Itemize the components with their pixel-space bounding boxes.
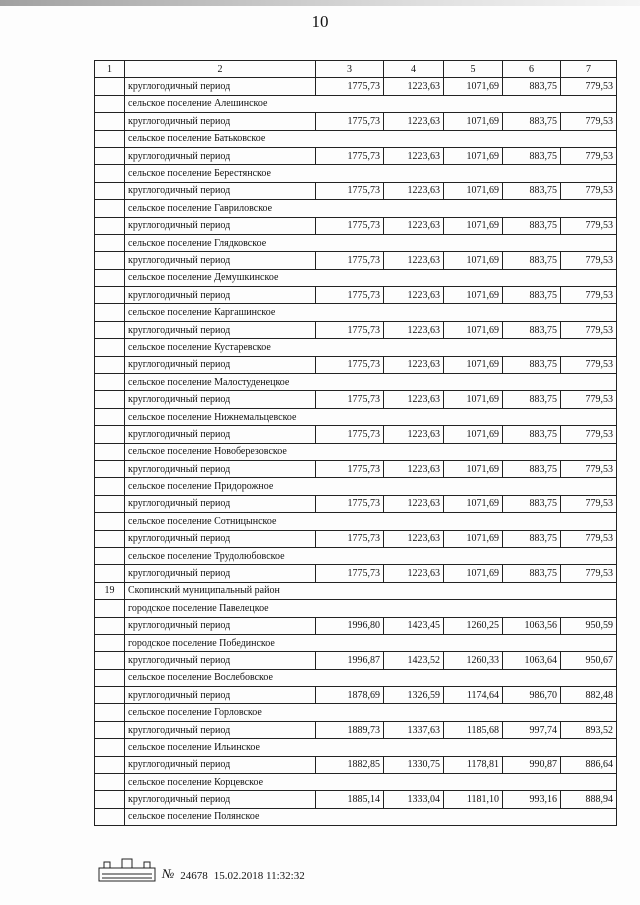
- row-index-cell: [95, 234, 125, 251]
- tariff-value-cell: 1223,63: [384, 182, 444, 199]
- row-index-cell: [95, 339, 125, 356]
- table-row-heading: [95, 669, 617, 686]
- column-header: 7: [561, 61, 617, 78]
- document-stamp-logo-icon: [98, 858, 156, 882]
- tariff-value-cell: 1260,25: [444, 617, 503, 634]
- table-row-heading: [95, 443, 617, 460]
- settlement-name-cell: сельское поселение Ильинское: [125, 739, 617, 756]
- period-name-cell: круглогодичный период: [125, 756, 316, 773]
- row-index-cell: [95, 791, 125, 808]
- tariff-value-cell: 883,75: [503, 217, 561, 234]
- tariff-value-cell: 993,16: [503, 791, 561, 808]
- tariff-value-cell: 779,53: [561, 78, 617, 95]
- tariff-value-cell: 1326,59: [384, 687, 444, 704]
- row-index-cell: [95, 374, 125, 391]
- table-row-heading: [95, 408, 617, 425]
- settlement-name-cell: сельское поселение Батьковское: [125, 130, 617, 147]
- row-index-cell: [95, 687, 125, 704]
- tariff-value-cell: 1071,69: [444, 287, 503, 304]
- table-row-heading: [95, 200, 617, 217]
- document-datetime: 15.02.2018 11:32:32: [213, 870, 305, 882]
- tariff-value-cell: 779,53: [561, 321, 617, 338]
- tariff-value-cell: 883,75: [503, 321, 561, 338]
- tariff-value-cell: 1223,63: [384, 565, 444, 582]
- tariff-value-cell: 1423,52: [384, 652, 444, 669]
- table-row: [95, 356, 617, 373]
- table-row-heading: [95, 739, 617, 756]
- tariff-value-cell: 1063,56: [503, 617, 561, 634]
- tariff-value-cell: 1223,63: [384, 356, 444, 373]
- tariff-value-cell: 1775,73: [316, 426, 384, 443]
- table-row-heading: [95, 269, 617, 286]
- table-row-heading: [95, 234, 617, 251]
- table-row: [95, 721, 617, 738]
- column-header: 2: [125, 61, 316, 78]
- page-number: 10: [311, 12, 329, 31]
- table-row: [95, 252, 617, 269]
- table-header-row: [95, 61, 617, 78]
- row-index-cell: [95, 217, 125, 234]
- tariff-value-cell: 779,53: [561, 182, 617, 199]
- tariff-value-cell: 1223,63: [384, 217, 444, 234]
- tariff-value-cell: 1885,14: [316, 791, 384, 808]
- settlement-name-cell: сельское поселение Нижнемальцевское: [125, 408, 617, 425]
- row-index-cell: [95, 565, 125, 582]
- settlement-name-cell: сельское поселение Берестянское: [125, 165, 617, 182]
- tariff-value-cell: 883,75: [503, 147, 561, 164]
- tariff-value-cell: 1071,69: [444, 426, 503, 443]
- period-name-cell: круглогодичный период: [125, 426, 316, 443]
- tariff-value-cell: 779,53: [561, 565, 617, 582]
- tariff-value-cell: 883,75: [503, 356, 561, 373]
- settlement-name-cell: сельское поселение Кустаревское: [125, 339, 617, 356]
- document-id: 24678: [180, 870, 208, 882]
- settlement-name-cell: сельское поселение Трудолюбовское: [125, 547, 617, 564]
- tariff-value-cell: 1181,10: [444, 791, 503, 808]
- tariff-value-cell: 990,87: [503, 756, 561, 773]
- period-name-cell: круглогодичный период: [125, 721, 316, 738]
- tariff-value-cell: 1775,73: [316, 530, 384, 547]
- tariff-value-cell: 1337,63: [384, 721, 444, 738]
- row-index-cell: [95, 634, 125, 651]
- table-row: [95, 287, 617, 304]
- tariff-value-cell: 1185,68: [444, 721, 503, 738]
- row-index-cell: [95, 652, 125, 669]
- tariff-value-cell: 779,53: [561, 113, 617, 130]
- tariff-value-cell: 888,94: [561, 791, 617, 808]
- row-index-cell: [95, 426, 125, 443]
- tariff-value-cell: 1063,64: [503, 652, 561, 669]
- settlement-name-cell: сельское поселение Придорожное: [125, 478, 617, 495]
- tariff-value-cell: 1071,69: [444, 78, 503, 95]
- row-index-cell: [95, 252, 125, 269]
- row-index-cell: [95, 269, 125, 286]
- tariff-value-cell: 1996,80: [316, 617, 384, 634]
- tariff-value-cell: 883,75: [503, 495, 561, 512]
- tariff-value-cell: 950,59: [561, 617, 617, 634]
- row-index-cell: [95, 617, 125, 634]
- period-name-cell: круглогодичный период: [125, 356, 316, 373]
- tariff-value-cell: 1775,73: [316, 495, 384, 512]
- period-name-cell: круглогодичный период: [125, 78, 316, 95]
- table-row: [95, 652, 617, 669]
- tariff-value-cell: 1775,73: [316, 217, 384, 234]
- tariff-value-cell: 779,53: [561, 252, 617, 269]
- settlement-name-cell: сельское поселение Новоберезовское: [125, 443, 617, 460]
- period-name-cell: круглогодичный период: [125, 652, 316, 669]
- row-index-cell: [95, 756, 125, 773]
- settlement-name-cell: сельское поселение Демушкинское: [125, 269, 617, 286]
- tariff-value-cell: 1223,63: [384, 113, 444, 130]
- period-name-cell: круглогодичный период: [125, 113, 316, 130]
- tariff-value-cell: 883,75: [503, 391, 561, 408]
- table-row: [95, 617, 617, 634]
- table-row: [95, 147, 617, 164]
- period-name-cell: круглогодичный период: [125, 321, 316, 338]
- table-row-heading: [95, 808, 617, 825]
- tariff-value-cell: 1996,87: [316, 652, 384, 669]
- row-index-cell: [95, 495, 125, 512]
- tariff-value-cell: 950,67: [561, 652, 617, 669]
- settlement-name-cell: сельское поселение Горловское: [125, 704, 617, 721]
- row-index-cell: [95, 113, 125, 130]
- row-index-cell: [95, 739, 125, 756]
- column-header: 4: [384, 61, 444, 78]
- tariff-value-cell: 779,53: [561, 460, 617, 477]
- row-index-cell: [95, 443, 125, 460]
- table-row: [95, 756, 617, 773]
- period-name-cell: круглогодичный период: [125, 530, 316, 547]
- period-name-cell: круглогодичный период: [125, 182, 316, 199]
- tariff-value-cell: 1071,69: [444, 147, 503, 164]
- tariff-value-cell: 1260,33: [444, 652, 503, 669]
- tariff-value-cell: 779,53: [561, 495, 617, 512]
- period-name-cell: круглогодичный период: [125, 565, 316, 582]
- table-row-heading: [95, 339, 617, 356]
- settlement-name-cell: сельское поселение Вослебовское: [125, 669, 617, 686]
- tariff-value-cell: 1423,45: [384, 617, 444, 634]
- row-index-cell: [95, 304, 125, 321]
- tariff-value-cell: 1775,73: [316, 565, 384, 582]
- row-index-cell: [95, 356, 125, 373]
- row-index-cell: [95, 530, 125, 547]
- tariff-value-cell: 1775,73: [316, 356, 384, 373]
- table-row-heading: [95, 704, 617, 721]
- tariff-value-cell: 779,53: [561, 147, 617, 164]
- tariff-value-cell: 1071,69: [444, 252, 503, 269]
- tariff-value-cell: 1330,75: [384, 756, 444, 773]
- row-index-cell: [95, 721, 125, 738]
- table-row-heading: [95, 304, 617, 321]
- tariff-value-cell: 1223,63: [384, 321, 444, 338]
- table-row-heading: [95, 130, 617, 147]
- period-name-cell: круглогодичный период: [125, 460, 316, 477]
- tariff-value-cell: 1775,73: [316, 78, 384, 95]
- tariff-value-cell: 883,75: [503, 113, 561, 130]
- tariff-table-body: [95, 61, 617, 826]
- row-index-cell: [95, 774, 125, 791]
- tariff-value-cell: 1071,69: [444, 565, 503, 582]
- settlement-name-cell: Скопинский муниципальный район: [125, 582, 617, 599]
- tariff-value-cell: 1223,63: [384, 287, 444, 304]
- table-row: [95, 217, 617, 234]
- settlement-name-cell: городское поселение Павелецкое: [125, 600, 617, 617]
- tariff-value-cell: 779,53: [561, 356, 617, 373]
- tariff-value-cell: 883,75: [503, 252, 561, 269]
- row-index-cell: [95, 130, 125, 147]
- table-row: [95, 426, 617, 443]
- settlement-name-cell: сельское поселение Гавриловское: [125, 200, 617, 217]
- tariff-value-cell: 883,75: [503, 426, 561, 443]
- tariff-value-cell: 1878,69: [316, 687, 384, 704]
- tariff-value-cell: 1775,73: [316, 287, 384, 304]
- table-row: [95, 687, 617, 704]
- row-index-cell: [95, 165, 125, 182]
- tariff-value-cell: 1071,69: [444, 113, 503, 130]
- tariff-value-cell: 1223,63: [384, 495, 444, 512]
- settlement-name-cell: сельское поселение Малостуденецкое: [125, 374, 617, 391]
- tariff-value-cell: 1178,81: [444, 756, 503, 773]
- tariff-value-cell: 1223,63: [384, 252, 444, 269]
- tariff-value-cell: 1882,85: [316, 756, 384, 773]
- scan-edge-shadow: [0, 0, 640, 6]
- tariff-value-cell: 1775,73: [316, 113, 384, 130]
- table-row: [95, 78, 617, 95]
- row-index-cell: [95, 147, 125, 164]
- table-row-heading: [95, 95, 617, 112]
- tariff-value-cell: 883,75: [503, 460, 561, 477]
- table-row-heading: [95, 774, 617, 791]
- settlement-name-cell: сельское поселение Глядковское: [125, 234, 617, 251]
- table-row-heading: [95, 513, 617, 530]
- row-index-cell: [95, 478, 125, 495]
- period-name-cell: круглогодичный период: [125, 391, 316, 408]
- row-index-cell: [95, 704, 125, 721]
- table-row-heading: [95, 634, 617, 651]
- settlement-name-cell: городское поселение Побединское: [125, 634, 617, 651]
- column-header: 5: [444, 61, 503, 78]
- period-name-cell: круглогодичный период: [125, 495, 316, 512]
- row-index-cell: [95, 287, 125, 304]
- table-row: [95, 565, 617, 582]
- row-index-cell: [95, 600, 125, 617]
- settlement-name-cell: сельское поселение Алешинское: [125, 95, 617, 112]
- tariff-table: [94, 60, 617, 826]
- settlement-name-cell: сельское поселение Каргашинское: [125, 304, 617, 321]
- tariff-value-cell: 893,52: [561, 721, 617, 738]
- footer-stamp: [98, 858, 305, 882]
- tariff-value-cell: 997,74: [503, 721, 561, 738]
- tariff-value-cell: 1071,69: [444, 321, 503, 338]
- table-row-heading: [95, 582, 617, 599]
- tariff-value-cell: 779,53: [561, 287, 617, 304]
- column-header: 3: [316, 61, 384, 78]
- table-row: [95, 791, 617, 808]
- row-index-cell: [95, 182, 125, 199]
- table-row-heading: [95, 478, 617, 495]
- tariff-value-cell: 1775,73: [316, 182, 384, 199]
- row-index-cell: [95, 321, 125, 338]
- tariff-value-cell: 883,75: [503, 78, 561, 95]
- period-name-cell: круглогодичный период: [125, 617, 316, 634]
- row-index-cell: [95, 547, 125, 564]
- row-index-cell: [95, 408, 125, 425]
- row-index-cell: [95, 808, 125, 825]
- period-name-cell: круглогодичный период: [125, 287, 316, 304]
- tariff-value-cell: 779,53: [561, 530, 617, 547]
- tariff-value-cell: 1071,69: [444, 356, 503, 373]
- row-index-cell: [95, 460, 125, 477]
- table-row-heading: [95, 600, 617, 617]
- number-sign: №: [162, 866, 175, 881]
- tariff-value-cell: 779,53: [561, 426, 617, 443]
- settlement-name-cell: сельское поселение Полянское: [125, 808, 617, 825]
- row-index-cell: [95, 95, 125, 112]
- tariff-value-cell: 1223,63: [384, 460, 444, 477]
- tariff-value-cell: 1223,63: [384, 147, 444, 164]
- settlement-name-cell: сельское поселение Сотницынское: [125, 513, 617, 530]
- period-name-cell: круглогодичный период: [125, 252, 316, 269]
- column-header: 1: [95, 61, 125, 78]
- tariff-value-cell: 882,48: [561, 687, 617, 704]
- tariff-value-cell: 1071,69: [444, 182, 503, 199]
- tariff-value-cell: 1333,04: [384, 791, 444, 808]
- tariff-value-cell: 1889,73: [316, 721, 384, 738]
- tariff-value-cell: 1071,69: [444, 460, 503, 477]
- tariff-value-cell: 1071,69: [444, 391, 503, 408]
- tariff-value-cell: 1071,69: [444, 495, 503, 512]
- table-row: [95, 530, 617, 547]
- tariff-value-cell: 883,75: [503, 182, 561, 199]
- row-index-cell: [95, 78, 125, 95]
- table-row: [95, 391, 617, 408]
- tariff-value-cell: 1775,73: [316, 460, 384, 477]
- period-name-cell: круглогодичный период: [125, 687, 316, 704]
- settlement-name-cell: сельское поселение Корцевское: [125, 774, 617, 791]
- row-index-cell: [95, 669, 125, 686]
- period-name-cell: круглогодичный период: [125, 791, 316, 808]
- tariff-value-cell: 779,53: [561, 217, 617, 234]
- tariff-value-cell: 1071,69: [444, 217, 503, 234]
- table-row: [95, 182, 617, 199]
- table-row-heading: [95, 374, 617, 391]
- tariff-value-cell: 1775,73: [316, 252, 384, 269]
- tariff-value-cell: 1775,73: [316, 321, 384, 338]
- tariff-value-cell: 1775,73: [316, 391, 384, 408]
- column-header: 6: [503, 61, 561, 78]
- tariff-value-cell: 883,75: [503, 530, 561, 547]
- row-index-cell: [95, 513, 125, 530]
- row-index-cell: [95, 391, 125, 408]
- table-row: [95, 321, 617, 338]
- table-row: [95, 113, 617, 130]
- tariff-value-cell: 1223,63: [384, 391, 444, 408]
- row-index-cell: [95, 200, 125, 217]
- tariff-value-cell: 886,64: [561, 756, 617, 773]
- table-row: [95, 495, 617, 512]
- tariff-value-cell: 1223,63: [384, 426, 444, 443]
- table-row-heading: [95, 165, 617, 182]
- tariff-value-cell: 1223,63: [384, 78, 444, 95]
- table-row-heading: [95, 547, 617, 564]
- row-index-cell: 19: [95, 582, 125, 599]
- tariff-value-cell: 883,75: [503, 287, 561, 304]
- tariff-value-cell: 986,70: [503, 687, 561, 704]
- tariff-value-cell: 1775,73: [316, 147, 384, 164]
- tariff-value-cell: 779,53: [561, 391, 617, 408]
- tariff-value-cell: 883,75: [503, 565, 561, 582]
- tariff-value-cell: 1174,64: [444, 687, 503, 704]
- period-name-cell: круглогодичный период: [125, 147, 316, 164]
- table-row: [95, 460, 617, 477]
- period-name-cell: круглогодичный период: [125, 217, 316, 234]
- tariff-value-cell: 1223,63: [384, 530, 444, 547]
- tariff-value-cell: 1071,69: [444, 530, 503, 547]
